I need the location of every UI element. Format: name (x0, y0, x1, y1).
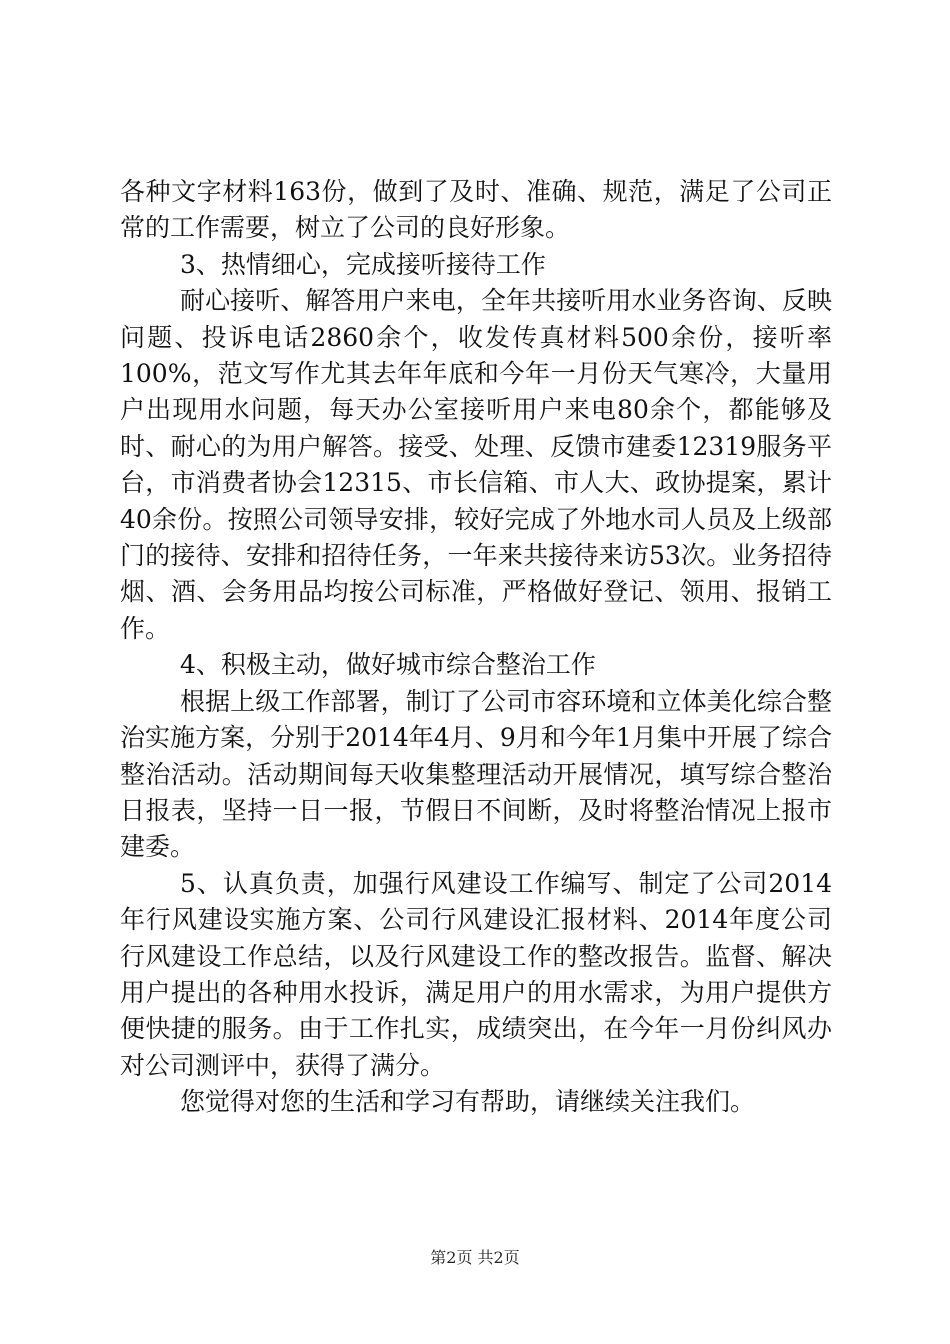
paragraph-continuation: 各种文字材料163份，做到了及时、准确、规范，满足了公司正常的工作需要，树立了公司的良好形象。 (120, 177, 832, 243)
paragraph-conduct-building: 5、认真负责，加强行风建设工作编写、制定了公司2014年行风建设实施方案、公司行风建设汇报材料、2014年度公司行风建设工作总结，以及行风建设工作的整改报告。监督、解决用户提出的各种用水投诉，满足用户的用水需求，为用户提供方便快捷的服务。由于工作扎实，成绩突出，在今年一月份纠风办对公司测评中，获得了满分。 (120, 868, 832, 1080)
document-body (120, 174, 832, 1121)
page-footer (0, 1245, 950, 1268)
section-heading-3: 3、热情细心，完成接听接待工作 (180, 249, 546, 279)
section-heading-4: 4、积极主动，做好城市综合整治工作 (180, 650, 596, 680)
page-number-label: 第2页 共2页 (430, 1248, 520, 1267)
paragraph-closing-note: 您觉得对您的生活和学习有帮助，请继续关注我们。 (180, 1087, 756, 1117)
paragraph-city-rectification: 根据上级工作部署，制订了公司市容环境和立体美化综合整治实施方案，分别于2014年4月、9月和今年1月集中开展了综合整治活动。活动期间每天收集整理活动开展情况，填写综合整治日报表，坚持一日一报，节假日不间断，及时将整治情况上报市建委。 (120, 686, 832, 862)
paragraph-reception-work: 耐心接听、解答用户来电，全年共接听用水业务咨询、反映问题、投诉电话2860余个，收发传真材料500余份，接听率100%，范文写作尤其去年年底和今年一月份天气寒冷，大量用户出现用水问题，每天办公室接听用户来电80余个，都能够及时、耐心的为用户解答。接受、处理、反馈市建委12319服务平台，市消费者协会12315、市长信箱、市人大、政协提案，累计40余份。按照公司领导安排，较好完成了外地水司人员及上级部门的接待、安排和招待任务，一年来共接待来访53次。业务招待烟、酒、会务用品均按公司标准，严格做好登记、领用、报销工作。 (120, 286, 832, 643)
